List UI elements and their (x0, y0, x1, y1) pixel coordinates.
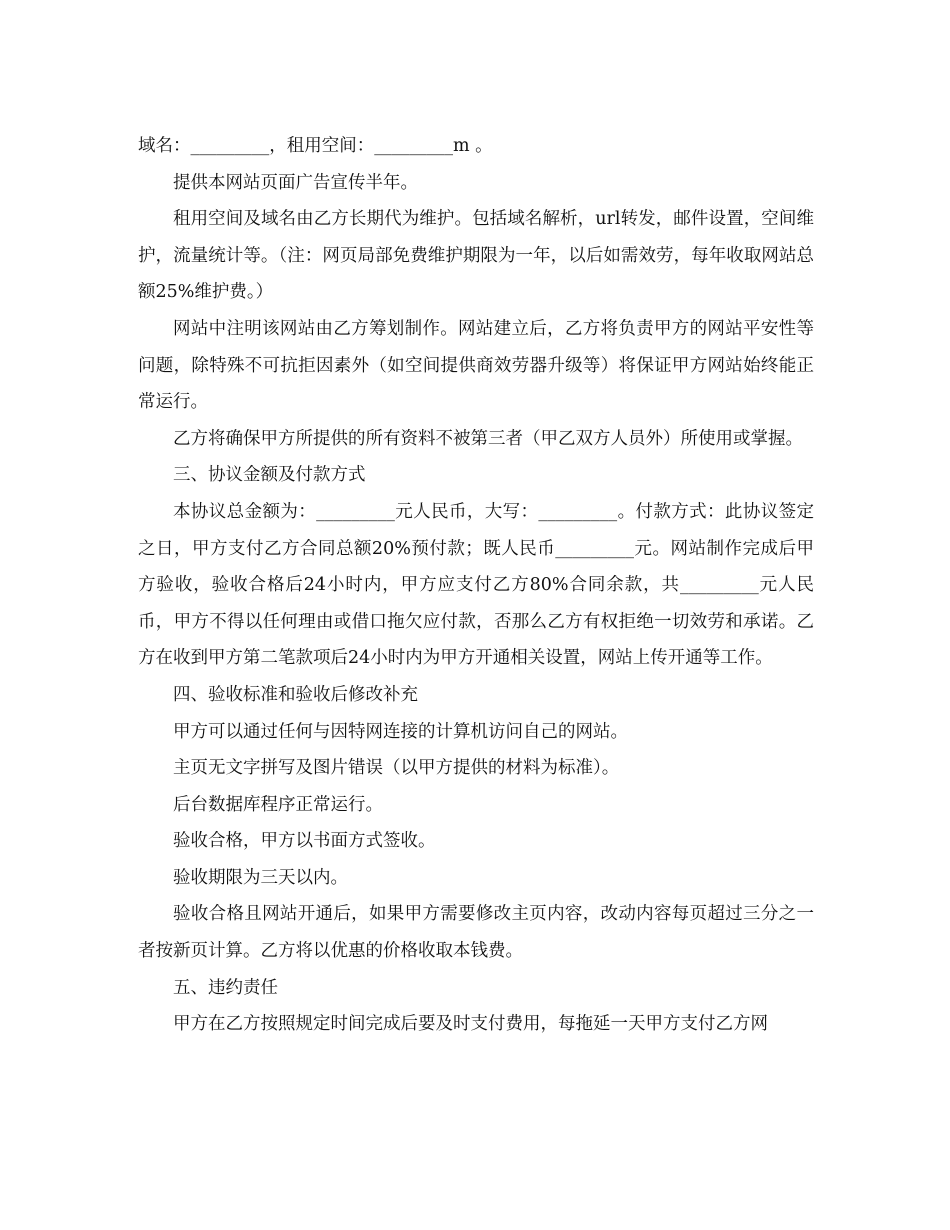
paragraph-acceptance-database: 后台数据库程序正常运行。 (173, 794, 383, 815)
paragraph-post-acceptance-changes: 验收合格且网站开通后，如果甲方需要修改主页内容，改动内容每页超过三分之一者按新页计算。乙方将以优惠的价格收取本钱费。 (138, 904, 814, 962)
paragraph-acceptance-signoff: 验收合格，甲方以书面方式签收。 (173, 831, 436, 852)
paragraph-acceptance-no-errors: 主页无文字拼写及图片错误（以甲方提供的材料为标准）。 (173, 758, 620, 779)
section-heading-liability: 五、违约责任 (173, 977, 278, 998)
section-heading-acceptance: 四、验收标准和验收后修改补充 (173, 684, 418, 705)
paragraph-payment-terms: 本协议总金额为：_________元人民币，大写：_________。付款方式：此协议签定之日，甲方支付乙方合同总额20%预付款；既人民币_________元。网站制作完成后甲方验收，验收合格后24小时内，甲方应支付乙方80%合同余款，共_________元人民币，甲方不得以任何理由或借口拖欠应付款，否那么乙方有权拒绝一切效劳和承诺。乙方在收到甲方第二笔款项后24小时内为甲方开通相关设置，网站上传开通等工作。 (138, 501, 814, 669)
paragraph-acceptance-period: 验收期限为三天以内。 (173, 867, 348, 888)
paragraph-maintenance: 租用空间及域名由乙方长期代为维护。包括域名解析，url转发，邮件设置，空间维护，流量统计等。（注：网页局部免费维护期限为一年，以后如需效劳，每年收取网站总额25%维护费。） (138, 209, 814, 303)
document-body (138, 128, 814, 1043)
section-heading-payment: 三、协议金额及付款方式 (173, 465, 366, 486)
paragraph-acceptance-access: 甲方可以通过任何与因特网连接的计算机访问自己的网站。 (173, 721, 628, 742)
domain-rental-line: 域名：_________，租用空间：_________m 。 (138, 136, 493, 156)
paragraph-confidentiality: 乙方将确保甲方所提供的所有资料不被第三者（甲乙双方人员外）所使用或掌握。 (173, 428, 803, 449)
paragraph-late-payment: 甲方在乙方按照规定时间完成后要及时支付费用，每拖延一天甲方支付乙方网 (173, 1014, 768, 1035)
paragraph-ad-promotion: 提供本网站页面广告宣传半年。 (173, 172, 418, 193)
paragraph-site-security: 网站中注明该网站由乙方筹划制作。网站建立后，乙方将负责甲方的网站平安性等问题，除特殊不可抗拒因素外（如空间提供商效劳器升级等）将保证甲方网站始终能正常运行。 (138, 318, 814, 413)
